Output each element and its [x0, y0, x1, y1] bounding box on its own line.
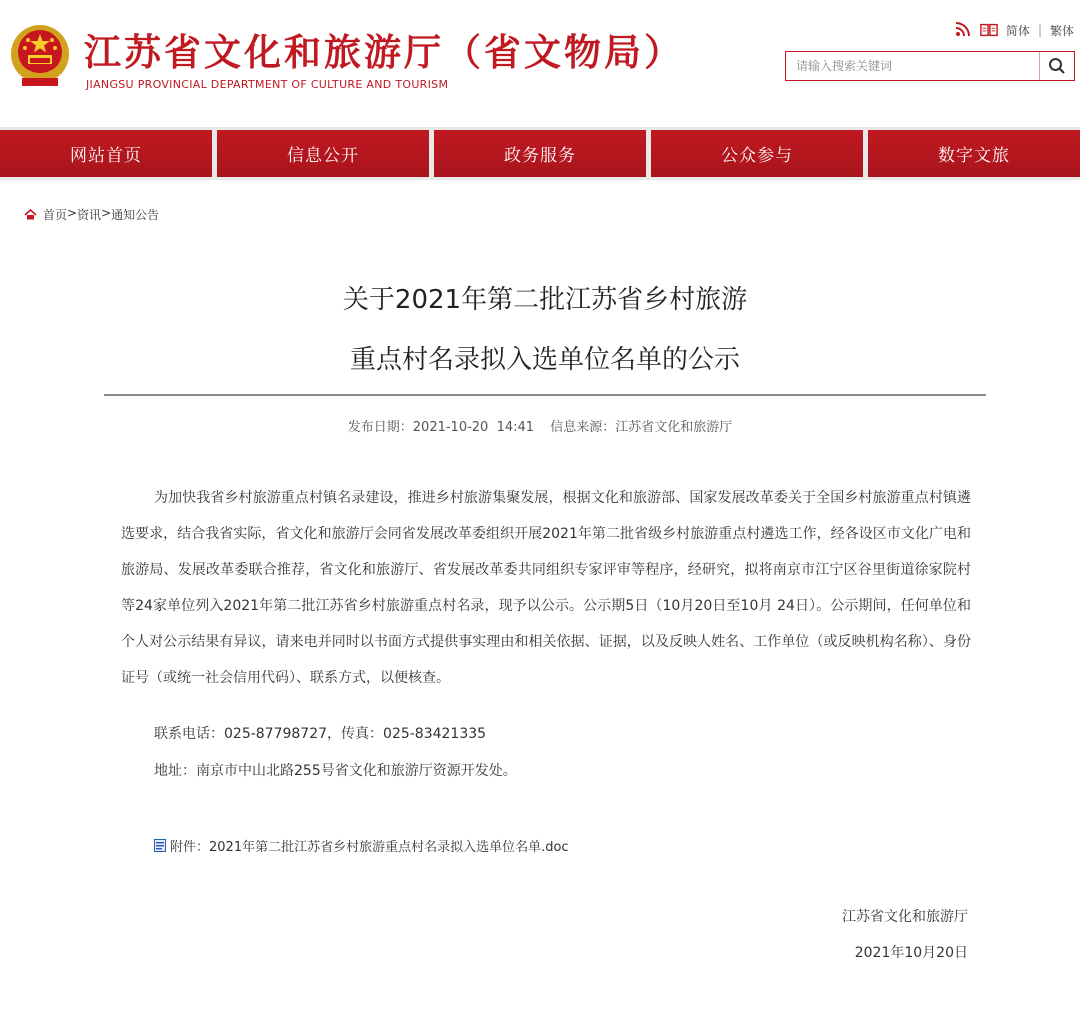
nav-item-gov-services[interactable]: 政务服务	[434, 130, 646, 177]
title-divider	[104, 394, 986, 396]
national-emblem-icon	[8, 22, 72, 90]
search-box	[785, 51, 1075, 81]
article-title-line1: 关于2021年第二批江苏省乡村旅游	[342, 285, 748, 315]
breadcrumb-home[interactable]: 首页	[43, 208, 68, 222]
breadcrumb-section[interactable]: 资讯	[77, 208, 102, 222]
contact-phone: 联系电话：025-87798727，传真：025-83421335	[154, 726, 487, 742]
article-title	[104, 270, 986, 390]
nav-item-public-participation[interactable]: 公众参与	[651, 130, 863, 177]
header-tools	[954, 20, 1074, 40]
lang-traditional-link[interactable]: 繁体	[1049, 23, 1074, 38]
signature-org: 江苏省文化和旅游厅	[842, 909, 968, 925]
lang-simplified-link[interactable]: 简体	[1005, 23, 1030, 38]
book-icon[interactable]	[980, 22, 998, 38]
rss-icon[interactable]	[954, 22, 972, 38]
attachment-link[interactable]: 附件：2021年第二批江苏省乡村旅游重点村名录拟入选单位名单.doc	[170, 840, 569, 855]
breadcrumb-current[interactable]: 通知公告	[111, 208, 160, 222]
nav-item-digital-tourism[interactable]: 数字文旅	[868, 130, 1080, 177]
breadcrumb-separator: >	[101, 206, 112, 220]
article-body	[121, 480, 971, 696]
home-icon	[24, 209, 37, 220]
breadcrumb	[24, 206, 159, 223]
info-source: 信息来源：江苏省文化和旅游厅	[550, 420, 733, 435]
search-icon	[1048, 57, 1066, 75]
doc-file-icon	[154, 839, 166, 852]
search-input[interactable]	[786, 52, 1038, 80]
signature-date: 2021年10月20日	[854, 945, 968, 961]
contact-address: 地址：南京市中山北路255号省文化和旅游厅资源开发处。	[154, 763, 517, 779]
site-subtitle: JIANGSU PROVINCIAL DEPARTMENT OF CULTURE AND TOURISM	[86, 78, 449, 91]
main-nav	[0, 130, 1080, 177]
article-title-line2: 重点村名录拟入选单位名单的公示	[349, 345, 740, 375]
attachment	[154, 836, 569, 855]
publish-date: 发布日期：2021-10-20 14:41	[347, 420, 535, 435]
search-button[interactable]	[1039, 52, 1074, 80]
nav-item-info-disclosure[interactable]: 信息公开	[217, 130, 429, 177]
divider: |	[1037, 23, 1042, 37]
article-meta	[0, 416, 1080, 435]
breadcrumb-separator: >	[67, 206, 78, 220]
site-header	[0, 0, 1080, 127]
nav-item-home[interactable]: 网站首页	[0, 130, 212, 177]
body-paragraph: 为加快我省乡村旅游重点村镇名录建设，推进乡村旅游集聚发展，根据文化和旅游部、国家发展改革委关于全国乡村旅游重点村镇遴选要求，结合我省实际，省文化和旅游厅会同省发展改革委组织开展2021年第二批省级乡村旅游重点村遴选工作，经各设区市文化广电和旅游局、发展改革委联合推荐，省文化和旅游厅、省发展改革委共同组织专家评审等程序，经研究，拟将南京市江宁区谷里街道徐家院村等24家单位列入2021年第二批江苏省乡村旅游重点村名录，现予以公示。公示期5日（10月20日至10月 24日）。公示期间，任何单位和个人对公示结果有异议，请来电并同时以书面方式提供事实理由和相关依据、证据，以及反映人姓名、工作单位（或反映机构名称）、身份证号（或统一社会信用代码）、联系方式，以便核查。	[121, 490, 971, 686]
site-title: 江苏省文化和旅游厅（省文物局）	[84, 31, 684, 74]
